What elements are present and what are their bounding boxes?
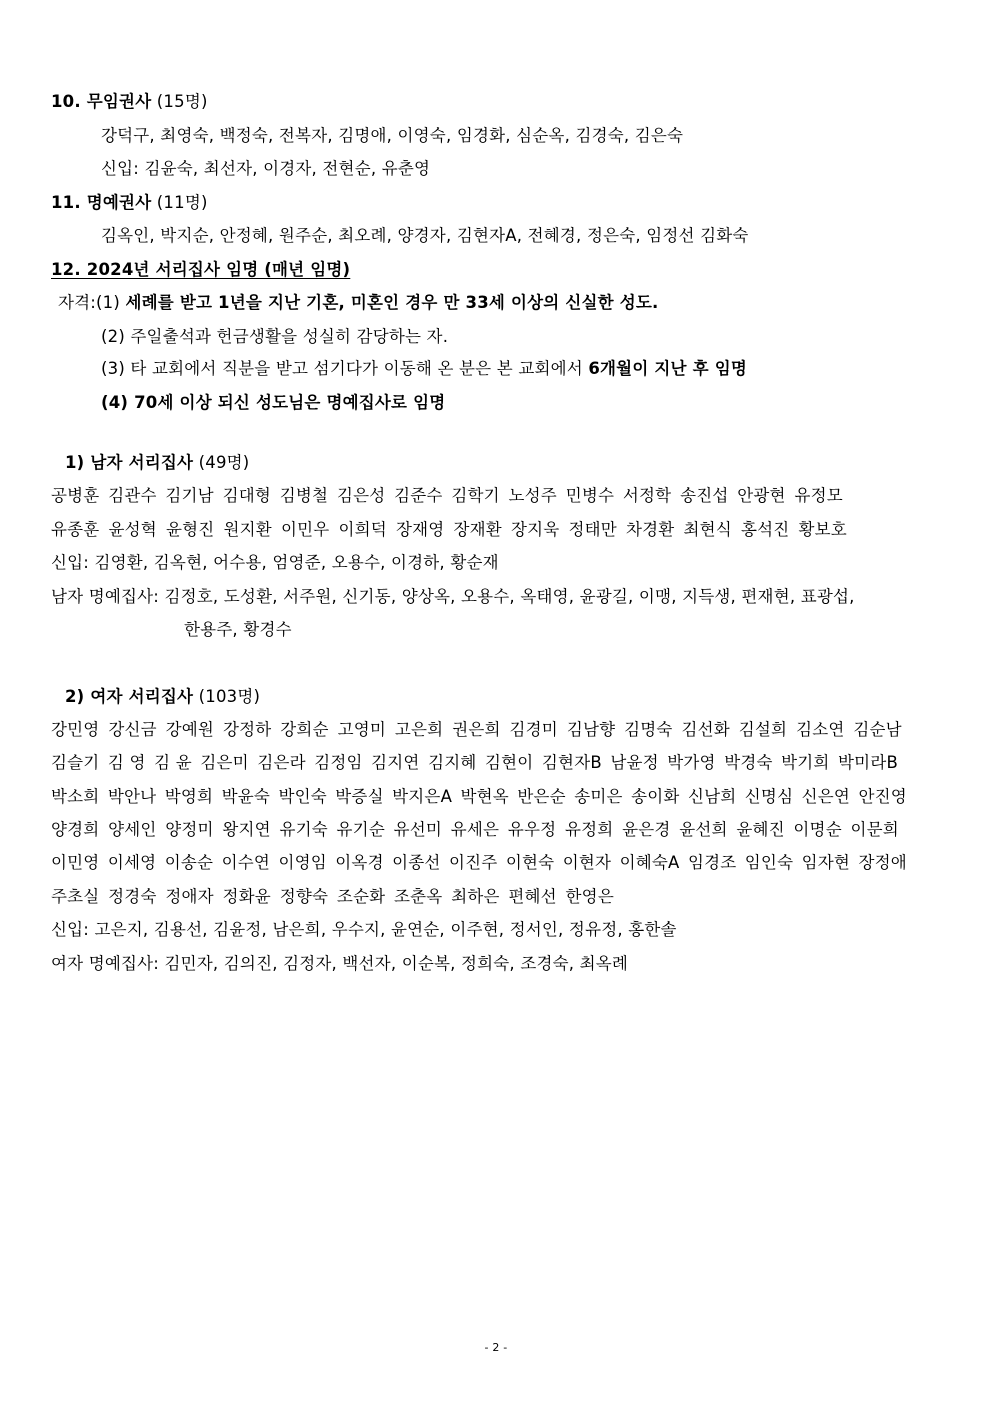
name-item: 강정하 — [222, 720, 272, 739]
name-item: 이수연 — [221, 853, 270, 872]
section-11-heading — [51, 191, 208, 215]
name-item: 박경숙 — [724, 753, 773, 772]
name-item: 이희덕 — [338, 520, 387, 539]
name-item: 반은순 — [517, 787, 566, 806]
name-item: 윤은경 — [622, 820, 671, 839]
section-10-title: 10. 무임권사 — [51, 92, 152, 111]
name-item: 안진영 — [858, 787, 907, 806]
name-item: 정태만 — [568, 520, 617, 539]
name-item: 김설희 — [738, 720, 788, 739]
section-11-count: (11명) — [156, 193, 208, 212]
women-deacons-heading — [65, 685, 260, 709]
qualification-2: (2) 주일출석과 헌금생활을 성실히 감당하는 자. — [101, 327, 449, 346]
name-item: 김정임 — [314, 753, 363, 772]
name-item: 김남향 — [566, 720, 616, 739]
name-item: 김명숙 — [624, 720, 673, 739]
name-item: 윤혜진 — [736, 820, 785, 839]
name-item: 김은성 — [336, 486, 386, 505]
name-item: 김은라 — [257, 753, 306, 772]
name-item: 편혜선 — [508, 887, 557, 906]
name-item: 김학기 — [451, 486, 500, 505]
name-item: 이민영 — [51, 853, 100, 872]
qualification-4: (4) 70세 이상 되신 성도님은 명예집사로 임명 — [101, 393, 446, 412]
name-item: 서정학 — [622, 486, 672, 505]
name-item: 임경조 — [687, 853, 737, 872]
section-11-names: 김옥인, 박지순, 안정혜, 원주순, 최오례, 양경자, 김현자A, 전혜경, 정은숙, 임정선 김화숙 — [101, 226, 749, 245]
name-item: 송미은 — [574, 787, 623, 806]
name-item: 정경숙 — [108, 887, 157, 906]
name-item: 조순화 — [336, 887, 386, 906]
name-item: 박인숙 — [278, 787, 327, 806]
name-item: 김슬기 — [51, 753, 100, 772]
name-item: 최현식 — [683, 520, 732, 539]
name-item: 김현자B — [541, 753, 602, 772]
name-item: 노성주 — [508, 486, 557, 505]
name-item: 김은미 — [200, 753, 249, 772]
name-item: 송진섭 — [680, 486, 729, 505]
women-names-row — [51, 751, 898, 775]
name-item: 김현이 — [485, 753, 534, 772]
name-item: 정향숙 — [279, 887, 329, 906]
name-item: 윤성혁 — [108, 520, 157, 539]
name-item: 김경미 — [509, 720, 558, 739]
name-item: 조춘옥 — [394, 887, 443, 906]
men-names-row — [51, 518, 847, 542]
name-item: 김대형 — [222, 486, 271, 505]
name-item: 이종선 — [392, 853, 441, 872]
women-names-row — [51, 851, 907, 875]
section-10-new — [101, 157, 430, 181]
name-item: 한영은 — [565, 887, 614, 906]
name-item: 박영희 — [164, 787, 214, 806]
name-item: 왕지연 — [222, 820, 271, 839]
section-10-count: (15명) — [156, 92, 208, 111]
name-item: 박소희 — [51, 787, 100, 806]
name-item: 김병철 — [279, 486, 329, 505]
men-honorary-cont: 한용주, 황경수 — [184, 620, 292, 639]
name-item: 김소연 — [796, 720, 845, 739]
name-item: 남윤정 — [610, 753, 659, 772]
name-item: 임인숙 — [744, 853, 794, 872]
name-item: 김선화 — [681, 720, 730, 739]
name-item: 정애자 — [165, 887, 214, 906]
name-item: 장재영 — [396, 520, 445, 539]
name-item: 이현숙 — [505, 853, 555, 872]
name-item: 민병수 — [565, 486, 615, 505]
section-10-new-names: 김윤숙, 최선자, 이경자, 전현순, 유춘영 — [144, 159, 431, 178]
name-item: 박윤숙 — [221, 787, 270, 806]
name-item: 유선미 — [393, 820, 443, 839]
name-item: 유우정 — [507, 820, 557, 839]
name-item: 원지환 — [223, 520, 272, 539]
name-item: 김관수 — [108, 486, 157, 505]
name-item: 정화윤 — [222, 887, 271, 906]
qualification-3 — [101, 357, 747, 381]
women-names-row — [51, 785, 907, 809]
name-item: 김 영 — [107, 753, 146, 772]
name-item: 장재환 — [453, 520, 502, 539]
men-honorary: 남자 명예집사: 김정호, 도성환, 서주원, 신기동, 양상옥, 오용수, 옥태영, 윤광길, 이맹, 지득생, 편재현, 표광섭, — [51, 587, 855, 606]
women-new: 신입: 고은지, 김용선, 김윤정, 남은희, 우수지, 윤연순, 이주현, 정서인, 정유정, 홍한솔 — [51, 920, 677, 939]
name-item: 장지욱 — [511, 520, 560, 539]
qualification-1-text: 세례를 받고 1년을 지난 기혼, 미혼인 경우 만 33세 이상의 신실한 성도. — [125, 293, 659, 312]
men-names-row — [51, 484, 843, 508]
men-deacons-count: (49명) — [198, 453, 250, 472]
name-item: 김기남 — [165, 486, 214, 505]
women-names-row — [51, 718, 902, 742]
name-item: 이혜숙A — [619, 853, 680, 872]
women-honorary: 여자 명예집사: 김민자, 김의진, 김정자, 백선자, 이순복, 정희숙, 조경숙, 최옥례 — [51, 954, 629, 973]
name-item: 윤형진 — [166, 520, 215, 539]
name-item: 이민우 — [281, 520, 330, 539]
women-names-row — [51, 818, 899, 842]
name-item: 권은희 — [452, 720, 501, 739]
qualification-1 — [58, 291, 658, 315]
name-item: 박현옥 — [460, 787, 509, 806]
qualification-label: 자격:(1) — [58, 293, 121, 312]
women-deacons-title: 2) 여자 서리집사 — [65, 687, 194, 706]
name-item: 윤선희 — [679, 820, 728, 839]
name-item: 박안나 — [107, 787, 157, 806]
section-10-new-label: 신입: — [101, 159, 140, 178]
name-item: 박기희 — [781, 753, 830, 772]
name-item: 안광현 — [737, 486, 786, 505]
name-item: 송이화 — [631, 787, 680, 806]
name-item: 강민영 — [51, 720, 100, 739]
section-11-title: 11. 명예권사 — [51, 193, 152, 212]
qualification-3-bold: 6개월이 지난 후 임명 — [588, 359, 747, 378]
name-item: 유정모 — [794, 486, 843, 505]
name-item: 고은희 — [394, 720, 444, 739]
name-item: 유기순 — [336, 820, 385, 839]
name-item: 박지은A — [392, 787, 453, 806]
name-item: 양세인 — [108, 820, 157, 839]
name-item: 이명순 — [793, 820, 842, 839]
name-item: 이세영 — [107, 853, 157, 872]
page-number: - 2 - — [484, 1341, 508, 1354]
name-item: 황보호 — [798, 520, 847, 539]
name-item: 최하은 — [451, 887, 500, 906]
name-item: 이영임 — [278, 853, 327, 872]
name-item: 박미라B — [838, 753, 898, 772]
name-item: 이현자 — [562, 853, 612, 872]
name-item: 유종훈 — [51, 520, 100, 539]
men-new: 신입: 김영환, 김옥현, 어수용, 엄영준, 오용수, 이경하, 황순재 — [51, 553, 499, 572]
qualification-3-text: (3) 타 교회에서 직분을 받고 섬기다가 이동해 온 분은 본 교회에서 — [101, 359, 583, 378]
name-item: 이송순 — [164, 853, 214, 872]
name-item: 임자현 — [801, 853, 851, 872]
name-item: 이문희 — [850, 820, 899, 839]
women-names-row — [51, 885, 614, 909]
name-item: 김순남 — [853, 720, 902, 739]
name-item: 유기숙 — [279, 820, 328, 839]
name-item: 고영미 — [337, 720, 386, 739]
name-item: 신은연 — [801, 787, 851, 806]
name-item: 유정희 — [564, 820, 614, 839]
name-item: 김지연 — [371, 753, 420, 772]
men-deacons-heading — [65, 451, 249, 475]
section-10-names: 강덕구, 최영숙, 백정숙, 전복자, 김명애, 이영숙, 임경화, 심순옥, 김경숙, 김은숙 — [101, 126, 684, 145]
women-deacons-count: (103명) — [198, 687, 261, 706]
name-item: 김 윤 — [154, 753, 192, 772]
men-deacons-title: 1) 남자 서리집사 — [65, 453, 194, 472]
name-item: 홍석진 — [741, 520, 790, 539]
name-item: 양정미 — [165, 820, 214, 839]
name-item: 신남희 — [687, 787, 737, 806]
name-item: 김지혜 — [428, 753, 477, 772]
name-item: 박증실 — [335, 787, 384, 806]
name-item: 장정애 — [858, 853, 907, 872]
name-item: 강희순 — [280, 720, 329, 739]
name-item: 강예원 — [165, 720, 215, 739]
name-item: 유세은 — [450, 820, 500, 839]
section-12-title: 12. 2024년 서리집사 임명 (매년 임명) — [51, 260, 351, 279]
name-item: 강신금 — [108, 720, 157, 739]
name-item: 김준수 — [394, 486, 443, 505]
name-item: 신명심 — [744, 787, 794, 806]
name-item: 양경희 — [51, 820, 100, 839]
section-10-heading — [51, 90, 208, 114]
name-item: 주초실 — [51, 887, 100, 906]
name-item: 차경환 — [626, 520, 675, 539]
name-item: 이옥경 — [335, 853, 384, 872]
name-item: 공병훈 — [51, 486, 100, 505]
name-item: 박가영 — [667, 753, 716, 772]
name-item: 이진주 — [449, 853, 498, 872]
